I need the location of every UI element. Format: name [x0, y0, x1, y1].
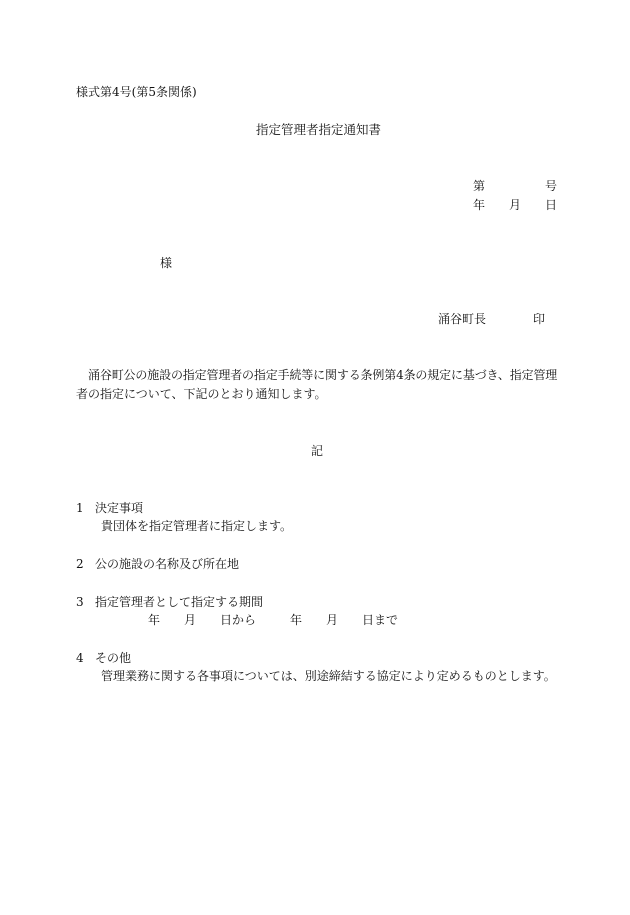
date-month: 月	[509, 198, 522, 212]
document-title: 指定管理者指定通知書	[256, 122, 382, 137]
period-day-1: 日から	[220, 613, 257, 627]
period-year-2: 年	[290, 613, 303, 627]
item-1-content: 貴団体を指定管理者に指定します。	[101, 519, 293, 533]
issuer-seal: 印	[533, 312, 546, 326]
item-3-number: 3	[76, 595, 84, 609]
body-line-2: 者の指定について、下記のとおり通知します。	[76, 387, 327, 401]
doc-number-suffix: 号	[545, 179, 558, 193]
item-2-title: 公の施設の名称及び所在地	[95, 557, 240, 571]
item-1-number: 1	[76, 501, 84, 515]
item-4-number: 4	[76, 651, 84, 665]
issuer-name: 涌谷町長	[438, 312, 487, 326]
date-day: 日	[545, 198, 558, 212]
item-3-title: 指定管理者として指定する期間	[95, 595, 264, 609]
item-4-title: その他	[95, 651, 132, 665]
period-year-1: 年	[148, 613, 161, 627]
item-4-content: 管理業務に関する各事項については、別途締結する協定により定めるものとします。	[101, 669, 556, 683]
period-month-2: 月	[326, 613, 339, 627]
ki-heading: 記	[311, 444, 324, 458]
item-1-title: 決定事項	[95, 501, 144, 515]
body-line-1: 涌谷町公の施設の指定管理者の指定手続等に関する条例第4条の規定に基づき、指定管理	[88, 368, 558, 382]
form-label: 様式第4号(第5条関係)	[76, 85, 197, 99]
period-day-2: 日まで	[362, 613, 399, 627]
doc-number-prefix: 第	[473, 179, 486, 193]
date-year: 年	[473, 198, 486, 212]
addressee-suffix: 様	[160, 256, 173, 270]
period-month-1: 月	[184, 613, 197, 627]
item-2-number: 2	[76, 557, 84, 571]
